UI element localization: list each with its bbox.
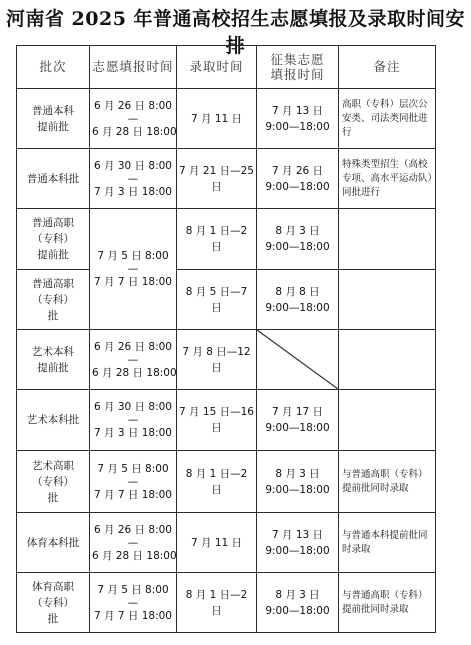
solicit-time-cell	[257, 209, 339, 270]
fill-time-cell	[90, 209, 177, 330]
batch-label: 艺术本科提前批	[32, 345, 74, 374]
batch-cell	[17, 270, 90, 330]
batch-cell	[17, 209, 90, 270]
fill-time-cell	[90, 451, 177, 513]
header-fill-time: 志愿填报时间	[90, 46, 177, 89]
admit-time-cell: 7 月 8 日—12 日	[177, 330, 257, 390]
batch-label: 艺术高职（专科）批	[32, 459, 74, 504]
diagonal-slash-mark	[257, 330, 338, 389]
solicit-time-cell	[257, 390, 339, 451]
fill-end: 6 月 28 日 18:00	[92, 549, 177, 562]
table-row	[17, 451, 436, 513]
fill-start: 6 月 26 日 8:00	[94, 523, 172, 536]
admit-time-cell: 7 月 15 日—16 日	[177, 390, 257, 451]
table-row	[17, 209, 436, 270]
fill-start: 7 月 5 日 8:00	[97, 583, 169, 596]
note-cell: 与普通高职（专科）提前批同时录取	[339, 573, 436, 633]
admit-time-cell: 8 月 1 日—2 日	[177, 209, 257, 270]
admit-time-cell: 8 月 1 日—2 日	[177, 573, 257, 633]
document-title: 河南省 2025 年普通高校招生志愿填报及录取时间安排	[5, 8, 466, 57]
fill-dash: —	[127, 414, 139, 426]
solicit-date: 8 月 3 日	[275, 225, 320, 237]
solicit-time-cell-empty	[257, 330, 339, 390]
fill-start: 7 月 5 日 8:00	[97, 250, 169, 262]
note-cell	[339, 390, 436, 451]
solicit-date: 8 月 3 日	[275, 467, 320, 480]
note-cell	[339, 209, 436, 270]
fill-start: 7 月 5 日 8:00	[97, 462, 169, 475]
table-row	[17, 513, 436, 573]
admission-schedule-table	[16, 45, 436, 633]
fill-end: 7 月 7 日 18:00	[94, 276, 172, 288]
header-solicit-label: 征集志愿填报时间	[270, 52, 325, 82]
batch-label: 普通本科提前批	[32, 104, 74, 133]
fill-dash: —	[127, 172, 139, 185]
solicit-date: 7 月 26 日	[271, 164, 324, 177]
batch-cell: 普通本科批	[17, 149, 90, 209]
solicit-hours: 9:00—18:00	[265, 180, 330, 193]
admit-time-cell: 7 月 11 日	[177, 89, 257, 149]
solicit-hours: 9:00—18:00	[265, 422, 330, 434]
admit-time-cell: 8 月 5 日—7 日	[177, 270, 257, 330]
batch-cell: 艺术本科批	[17, 390, 90, 451]
fill-end: 7 月 7 日 18:00	[94, 488, 172, 501]
solicit-hours: 9:00—18:00	[265, 544, 330, 557]
solicit-time-cell	[257, 89, 339, 149]
solicit-time-cell	[257, 149, 339, 209]
fill-time-cell	[90, 390, 177, 451]
batch-label: 普通高职（专科）提前批	[32, 217, 74, 261]
table-row	[17, 330, 436, 390]
table-row	[17, 270, 436, 330]
admit-time-cell: 8 月 1 日—2 日	[177, 451, 257, 513]
table-header-row	[17, 46, 436, 89]
fill-end: 7 月 3 日 18:00	[94, 185, 172, 198]
fill-start: 6 月 30 日 8:00	[94, 401, 172, 413]
solicit-hours: 9:00—18:00	[265, 483, 330, 496]
note-cell	[339, 270, 436, 330]
table-row	[17, 573, 436, 633]
solicit-date: 7 月 17 日	[271, 406, 324, 418]
table-row	[17, 390, 436, 451]
fill-time-cell	[90, 89, 177, 149]
fill-end: 6 月 28 日 18:00	[92, 125, 177, 138]
solicit-date: 8 月 8 日	[275, 285, 320, 298]
table-row	[17, 89, 436, 149]
header-solicit-time	[257, 46, 339, 89]
solicit-hours: 9:00—18:00	[265, 301, 330, 314]
solicit-time-cell	[257, 573, 339, 633]
note-cell	[339, 330, 436, 390]
solicit-hours: 9:00—18:00	[265, 120, 330, 133]
solicit-date: 7 月 13 日	[271, 528, 324, 541]
note-cell: 与普通本科提前批同时录取	[339, 513, 436, 573]
fill-time-cell	[90, 513, 177, 573]
batch-cell	[17, 330, 90, 390]
header-admit-time: 录取时间	[177, 46, 257, 89]
note-cell: 与普通高职（专科）提前批同时录取	[339, 451, 436, 513]
batch-cell	[17, 451, 90, 513]
fill-time-cell	[90, 330, 177, 390]
fill-end: 7 月 3 日 18:00	[94, 427, 172, 439]
fill-start: 6 月 26 日 8:00	[94, 340, 172, 353]
batch-cell: 体育本科批	[17, 513, 90, 573]
header-note: 备注	[339, 46, 436, 89]
batch-cell	[17, 89, 90, 149]
header-batch: 批次	[17, 46, 90, 89]
fill-time-cell	[90, 573, 177, 633]
batch-label: 体育高职（专科）批	[32, 580, 74, 625]
solicit-date: 8 月 3 日	[275, 588, 320, 601]
solicit-time-cell	[257, 451, 339, 513]
batch-label: 普通高职（专科）批	[32, 277, 74, 322]
solicit-hours: 9:00—18:00	[265, 604, 330, 617]
fill-start: 6 月 26 日 8:00	[94, 99, 172, 112]
fill-dash: —	[127, 475, 139, 488]
fill-end: 7 月 7 日 18:00	[94, 609, 172, 622]
admit-time-cell: 7 月 11 日	[177, 513, 257, 573]
note-cell: 特殊类型招生（高校专项、高水平运动队）同批进行	[339, 149, 436, 209]
batch-cell	[17, 573, 90, 633]
fill-dash: —	[127, 536, 139, 549]
table-row	[17, 149, 436, 209]
fill-dash: —	[127, 112, 139, 125]
fill-dash: —	[127, 353, 139, 366]
fill-dash: —	[127, 263, 139, 275]
solicit-hours: 9:00—18:00	[265, 241, 330, 253]
note-cell: 高职（专科）层次公安类、司法类同批进行	[339, 89, 436, 149]
fill-start: 6 月 30 日 8:00	[94, 159, 172, 172]
fill-end: 6 月 28 日 18:00	[92, 366, 177, 379]
solicit-time-cell	[257, 513, 339, 573]
solicit-time-cell	[257, 270, 339, 330]
fill-time-cell	[90, 149, 177, 209]
solicit-date: 7 月 13 日	[271, 104, 324, 117]
fill-dash: —	[127, 596, 139, 609]
admit-time-cell: 7 月 21 日—25 日	[177, 149, 257, 209]
